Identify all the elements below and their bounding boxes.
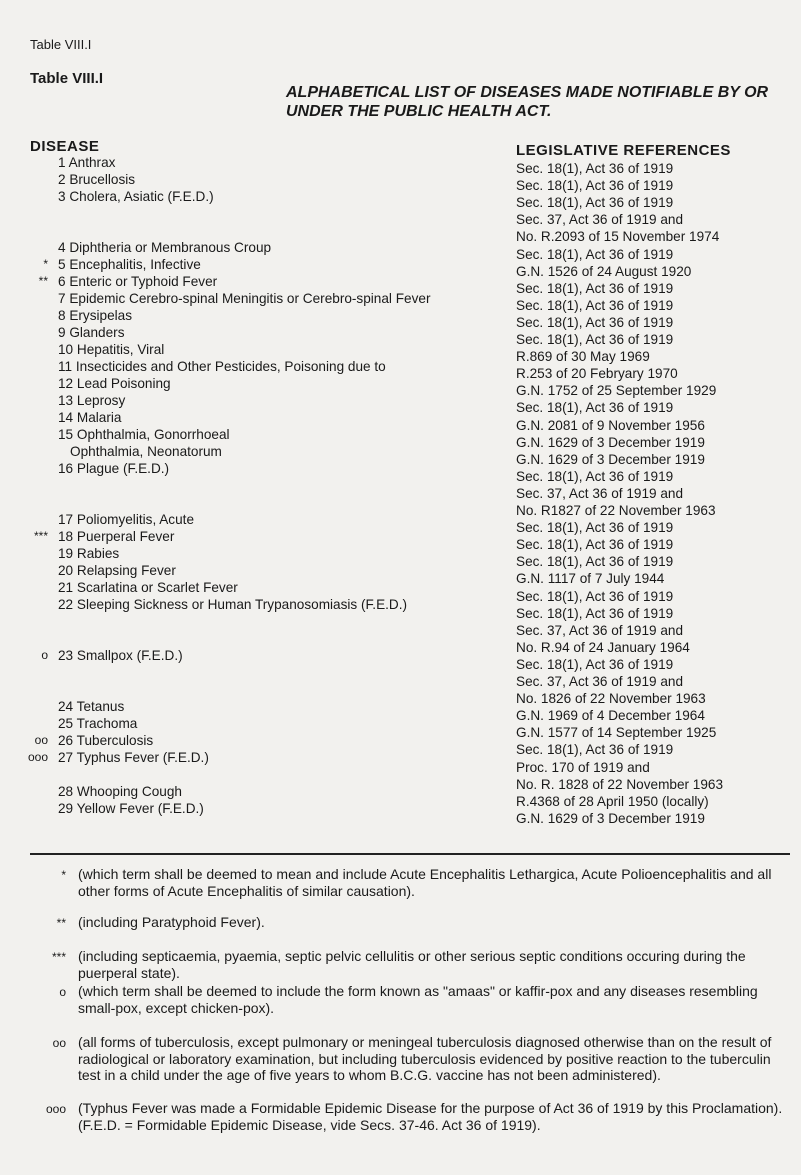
disease-name: 25 Trachoma [58,716,138,731]
page-title: ALPHABETICAL LIST OF DISEASES MADE NOTIFIABLE BY OR UNDER THE PUBLIC HEALTH ACT. [286,84,769,120]
disease-name: 26 Tuberculosis [58,733,154,748]
footnote-mark: * [43,257,48,271]
legislative-reference: R.253 of 20 Febryary 1970 [516,366,678,382]
footnote-mark: oo [52,1036,66,1050]
legislative-reference: G.N. 1117 of 7 July 1944 [516,571,665,587]
disease-name: Ophthalmia, Neonatorum [70,444,222,459]
disease-name: 3 Cholera, Asiatic (F.E.D.) [58,189,214,204]
footnote-mark: ooo [45,1102,66,1116]
disease-name: 18 Puerperal Fever [58,529,175,544]
legislative-reference: G.N. 1526 of 24 August 1920 [516,263,692,279]
disease-name: 13 Leprosy [58,393,126,408]
footnote-mark: oo [34,733,48,747]
legislative-reference: Sec. 18(1), Act 36 of 1919 [516,314,674,330]
footnotes [0,866,801,1166]
footnote-mark: *** [33,529,48,543]
legislative-reference: Sec. 18(1), Act 36 of 1919 [516,656,674,672]
legislative-reference: Sec. 18(1), Act 36 of 1919 [516,588,674,604]
footnote-mark: ooo [27,750,48,764]
legislative-reference: No. R. 1828 of 22 November 1963 [516,776,724,792]
legislative-reference: Sec. 18(1), Act 36 of 1919 [516,742,674,758]
disease-name: 14 Malaria [58,410,122,425]
disease-name: 21 Scarlatina or Scarlet Fever [58,580,238,595]
footnote-text: (which term shall be deemed to include the form known as "amaas" or kaffir-pox and any diseases resembling small-pox, except chicken-pox). [78,983,758,1016]
legislative-reference: G.N. 1577 of 14 September 1925 [516,725,717,741]
legislative-reference: Sec. 37, Act 36 of 1919 and [516,622,684,638]
legislative-reference: Sec. 18(1), Act 36 of 1919 [516,520,674,536]
disease-name: 27 Typhus Fever (F.E.D.) [58,750,209,765]
legislative-reference: No. 1826 of 22 November 1963 [516,691,706,707]
legislative-reference: R.4368 of 28 April 1950 (locally) [516,793,709,809]
disease-name: 5 Encephalitis, Infective [58,257,201,272]
footnote-text: (which term shall be deemed to mean and include Acute Encephalitis Lethargica, Acute Polioencephalitis and all other forms of Acute Encephalitis of similar causation). [78,866,772,899]
footnote-text: (Typhus Fever was made a Formidable Epidemic Disease for the purpose of Act 36 of 1919 by this Proclamation). (F.E.D. = Formidable Epidemic Disease, vide Secs. 37-46. Act 36 of 1919). [78,1100,783,1133]
legislative-reference: Sec. 18(1), Act 36 of 1919 [516,400,674,416]
legislative-reference: Sec. 18(1), Act 36 of 1919 [516,605,674,621]
disease-name: 10 Hepatitis, Viral [58,342,165,357]
disease-name: 4 Diphtheria or Membranous Croup [58,240,272,255]
footnote-mark: ** [38,274,48,288]
legislative-reference: G.N. 1629 of 3 December 1919 [516,810,705,826]
footnote-text: (all forms of tuberculosis, except pulmonary or meningeal tuberculosis diagnosed otherwise than on the result of radiological or laboratory examination, but including tuberculosis evidenced by positive reaction to the tuberculin test in a child under the age of five years to whom B.C.G. vaccine has not been administered). [78,1034,772,1083]
legislative-reference: Sec. 18(1), Act 36 of 1919 [516,332,674,347]
legislative-reference: Sec. 18(1), Act 36 of 1919 [516,246,674,262]
footnote-mark: * [61,868,66,882]
disease-name: 22 Sleeping Sickness or Human Trypanosomiasis (F.E.D.) [58,597,408,612]
legislative-reference: No. R1827 of 22 November 1963 [516,503,716,518]
legislative-reference: No. R.94 of 24 January 1964 [516,639,690,655]
legislative-reference: Sec. 18(1), Act 36 of 1919 [516,297,674,313]
disease-name: 15 Ophthalmia, Gonorrhoeal [58,427,230,442]
disease-name: 20 Relapsing Fever [58,563,176,578]
disease-name: 6 Enteric or Typhoid Fever [58,274,218,289]
legislative-reference: Sec. 18(1), Act 36 of 1919 [516,195,674,211]
disease-name: 17 Poliomyelitis, Acute [58,512,195,527]
disease-name: 12 Lead Poisoning [58,376,171,391]
legislative-reference: Sec. 18(1), Act 36 of 1919 [516,554,674,570]
disease-name: 11 Insecticides and Other Pesticides, Poisoning due to [58,359,386,374]
legislative-reference: G.N. 1969 of 4 December 1964 [516,708,705,724]
footnote-mark: o [41,648,48,662]
legislative-reference: G.N. 2081 of 9 November 1956 [516,417,705,433]
disease-name: 7 Epidemic Cerebro-spinal Meningitis or Cerebro-spinal Fever [58,291,431,306]
legislative-reference: Sec. 18(1), Act 36 of 1919 [516,280,674,296]
disease-name: 28 Whooping Cough [58,784,182,799]
legislative-reference: G.N. 1629 of 3 December 1919 [516,451,705,467]
legislative-reference: Sec. 18(1), Act 36 of 1919 [516,537,674,553]
legislative-reference: No. R.2093 of 15 November 1974 [516,229,720,245]
legislative-reference: Sec. 18(1), Act 36 of 1919 [516,178,674,194]
legislative-reference: Sec. 37, Act 36 of 1919 and [516,212,684,228]
table-label: Table VIII.I [30,70,104,87]
legislative-reference: Sec. 37, Act 36 of 1919 and [516,485,684,501]
disease-column-header: DISEASE [30,138,100,155]
disease-name: 16 Plague (F.E.D.) [58,461,170,476]
table-bottom-rule [30,853,790,855]
legislative-reference: G.N. 1752 of 25 September 1929 [516,383,717,399]
legislative-reference: Proc. 170 of 1919 and [516,759,650,775]
disease-name: 23 Smallpox (F.E.D.) [58,648,183,663]
footnote-text: (including septicaemia, pyaemia, septic pelvic cellulitis or other serious septic conditions occuring during the puerperal state). [78,948,746,981]
legislative-reference: R.869 of 30 May 1969 [516,349,650,365]
legislative-reference: G.N. 1629 of 3 December 1919 [516,434,705,450]
legislative-references-column-header: LEGISLATIVE REFERENCES [516,142,731,159]
footnote-text: (including Paratyphoid Fever). [78,914,265,930]
footnote-mark: ** [56,916,66,930]
disease-name: 9 Glanders [58,325,125,340]
legislative-reference: Sec. 18(1), Act 36 of 1919 [516,161,674,176]
running-head: Table VIII.I [30,37,92,52]
disease-name: 8 Erysipelas [58,308,133,323]
legislative-reference: Sec. 37, Act 36 of 1919 and [516,674,684,689]
disease-name: 2 Brucellosis [58,172,136,187]
disease-name: 24 Tetanus [58,699,125,714]
footnote-mark: *** [51,950,66,964]
legislative-reference: Sec. 18(1), Act 36 of 1919 [516,468,674,484]
disease-name: 29 Yellow Fever (F.E.D.) [58,801,204,816]
footnote-mark: o [59,985,66,999]
disease-name: 19 Rabies [58,546,120,561]
disease-name: 1 Anthrax [58,155,116,170]
